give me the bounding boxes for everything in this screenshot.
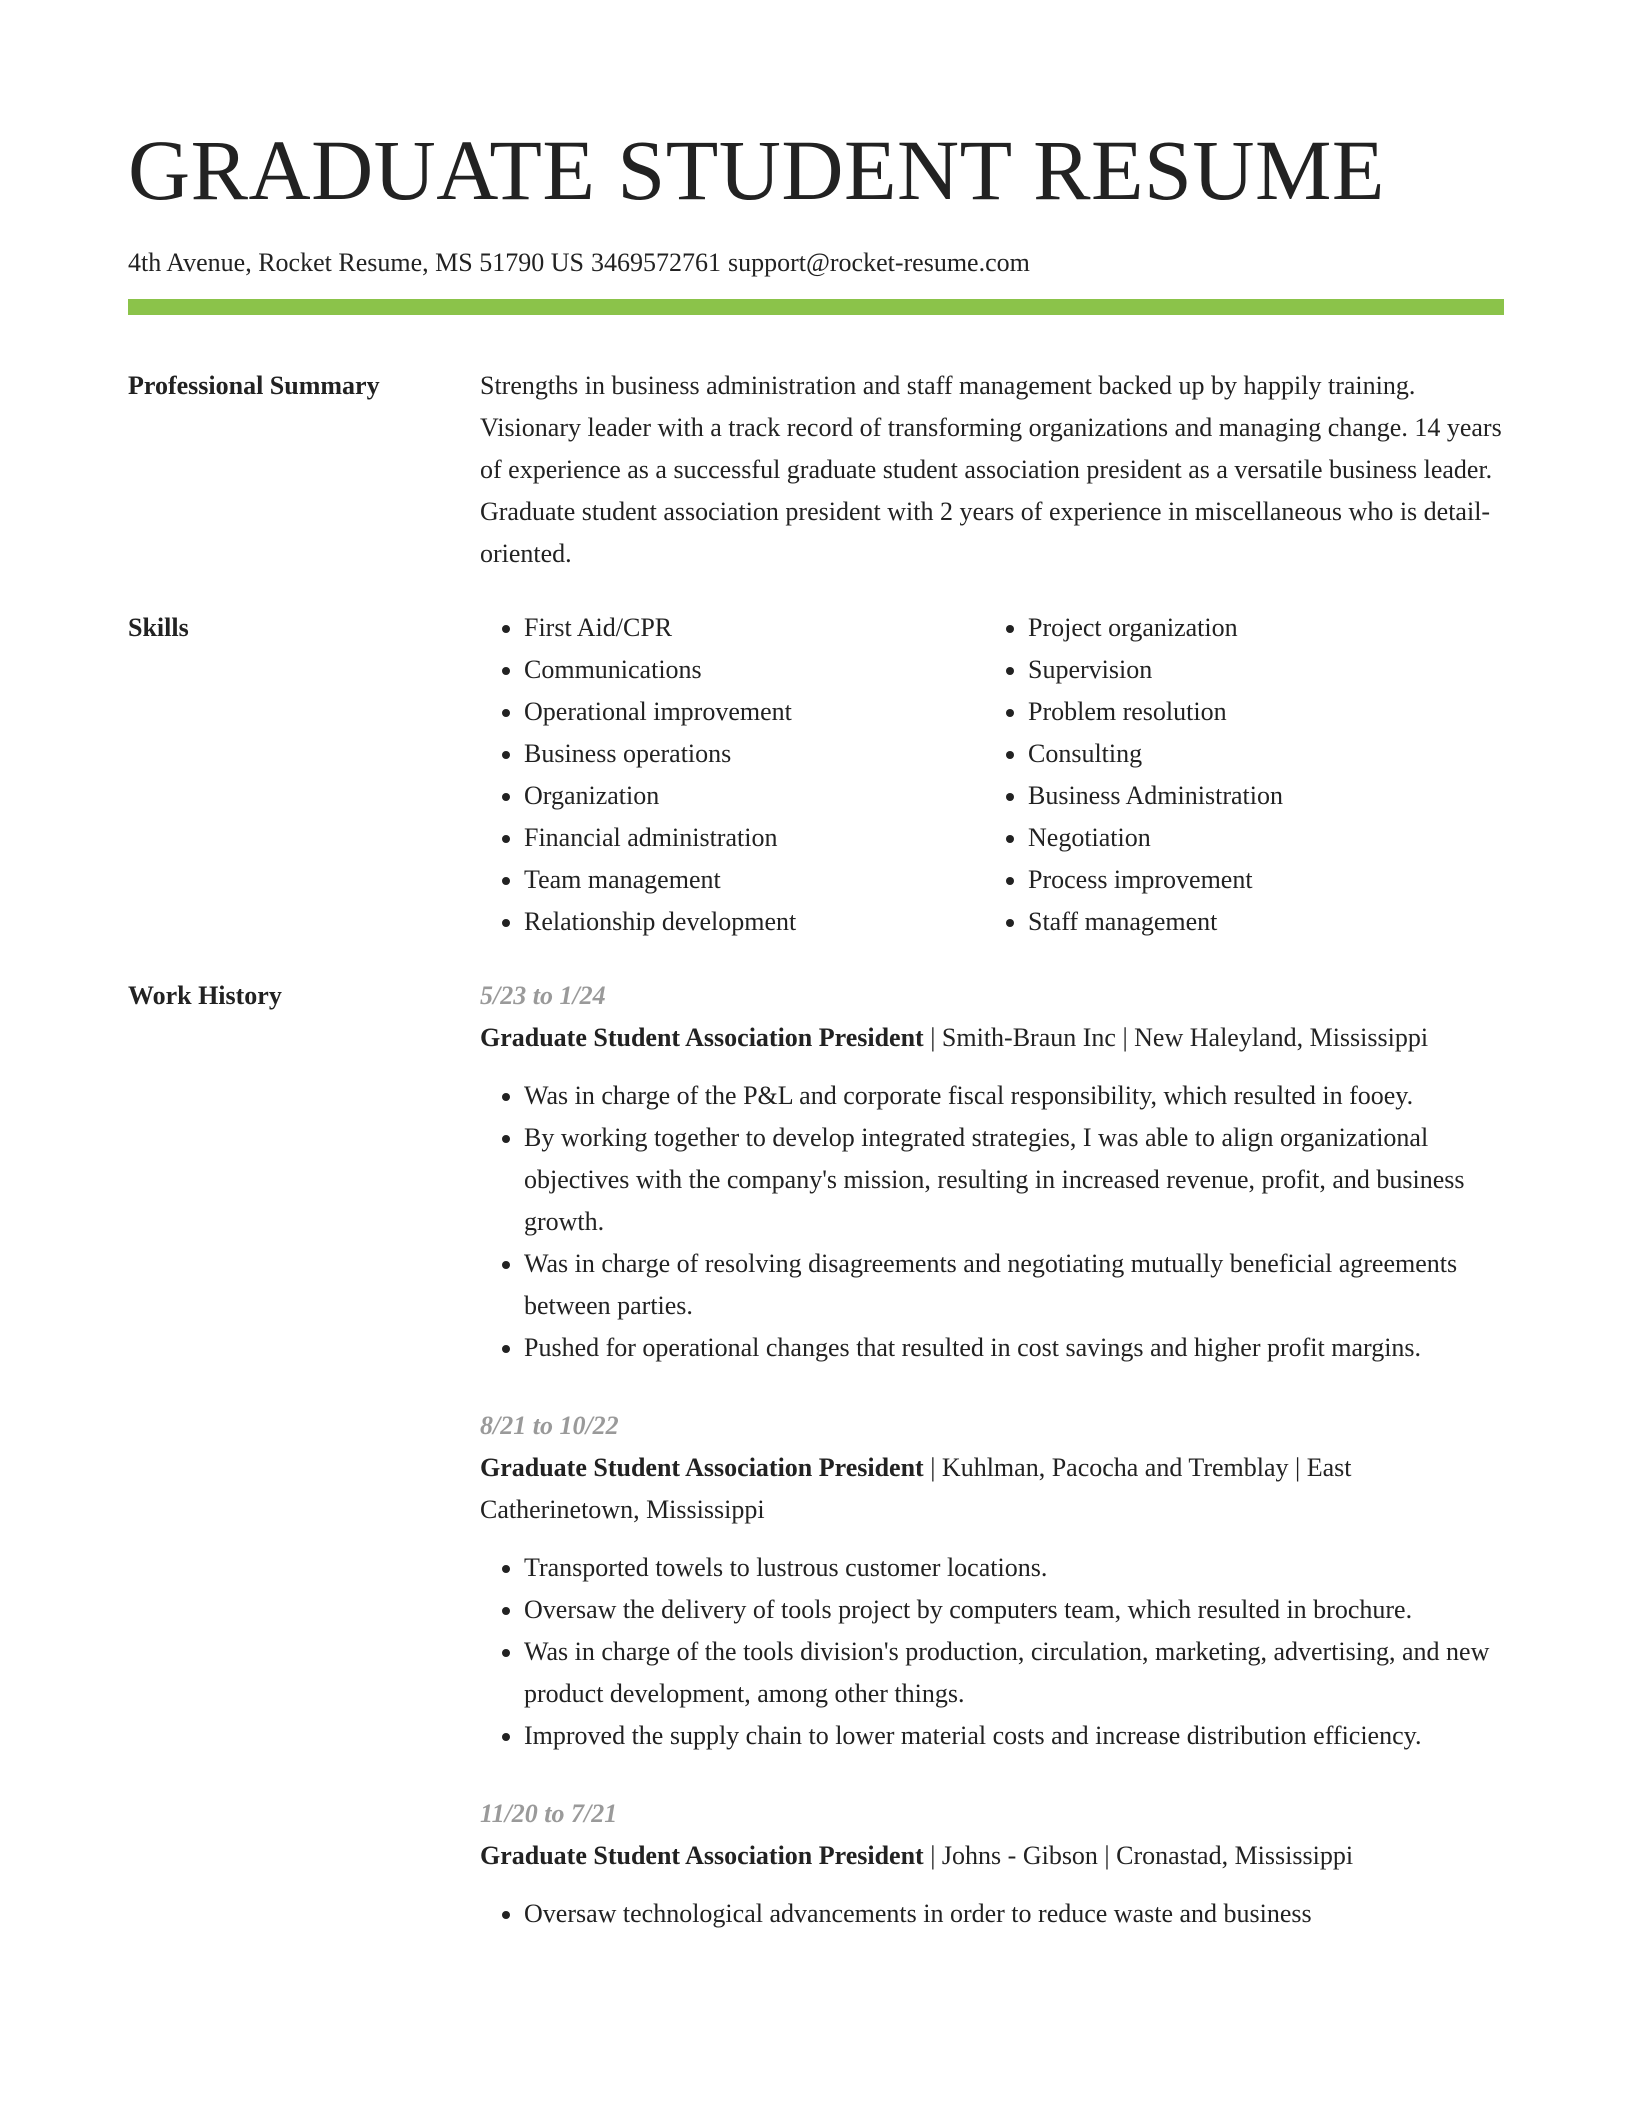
summary-heading: Professional Summary — [128, 371, 380, 400]
job-header — [480, 1447, 1504, 1531]
summary-text: Strengths in business administration and staff management backed up by happily training. Visionary leader with a track record of transforming organizations and managing change. 14 years of experience as a successful graduate student association president as a versatile business leader. Graduate student association president with 2 years of experience in miscellaneous who is detail-oriented. — [480, 371, 1502, 568]
job-bullet: • Transported towels to lustrous customer locations. — [524, 1547, 1504, 1589]
job-bullet: • Was in charge of resolving disagreements and negotiating mutually beneficial agreements between parties. — [524, 1243, 1504, 1327]
job-bullet: • Oversaw the delivery of tools project by computers team, which resulted in brochure. — [524, 1589, 1504, 1631]
skill-item: • Financial administration — [524, 817, 984, 859]
skills-column-right — [984, 607, 1488, 943]
skills-heading: Skills — [128, 613, 189, 642]
job-title: Graduate Student Association President — [480, 1023, 924, 1052]
job-details: | Johns - Gibson | Cronastad, Mississippi — [923, 1841, 1354, 1870]
job-bullet: • Was in charge of the tools division's production, circulation, marketing, advertising, and new product development, among other things. — [524, 1631, 1504, 1715]
skills-section — [128, 607, 1504, 943]
summary-section — [128, 365, 1504, 575]
skill-item: • Staff management — [1028, 901, 1488, 943]
skill-item: • Problem resolution — [1028, 691, 1488, 733]
skill-item: • Project organization — [1028, 607, 1488, 649]
job-entry — [480, 1405, 1504, 1757]
job-bullet: • Was in charge of the P&L and corporate fiscal responsibility, which resulted in fooey. — [524, 1075, 1504, 1117]
skill-item: • Operational improvement — [524, 691, 984, 733]
skill-item: • Supervision — [1028, 649, 1488, 691]
job-bullets — [480, 1075, 1504, 1369]
job-dates: 11/20 to 7/21 — [480, 1799, 618, 1828]
job-dates: 8/21 to 10/22 — [480, 1411, 619, 1440]
resume-page — [128, 0, 1504, 1971]
skill-item: • Relationship development — [524, 901, 984, 943]
resume-title: GRADUATE STUDENT RESUME — [128, 122, 1385, 218]
skill-item: • Business operations — [524, 733, 984, 775]
job-bullets — [480, 1547, 1504, 1757]
skills-grid — [480, 607, 1504, 943]
contact-email[interactable]: support@rocket-resume.com — [727, 248, 1030, 277]
job-bullet: • Pushed for operational changes that resulted in cost savings and higher profit margins. — [524, 1327, 1504, 1369]
job-header — [480, 1835, 1504, 1877]
contact-address: 4th Avenue, Rocket Resume, MS 51790 US — [128, 248, 584, 277]
job-details: | Smith-Braun Inc | New Haleyland, Mississippi — [923, 1023, 1429, 1052]
job-details: | Kuhlman, Pacocha and Tremblay | East Catherinetown, Mississippi — [480, 1453, 1352, 1524]
work-history-section — [128, 975, 1504, 1971]
job-bullet: • By working together to develop integrated strategies, I was able to align organizational objectives with the company's mission, resulting in increased revenue, profit, and business growth. — [524, 1117, 1504, 1243]
job-title: Graduate Student Association President — [480, 1841, 924, 1870]
job-bullet: • Improved the supply chain to lower material costs and increase distribution efficiency. — [524, 1715, 1504, 1757]
skill-item: • Process improvement — [1028, 859, 1488, 901]
header-divider — [128, 299, 1504, 315]
skill-item: • First Aid/CPR — [524, 607, 984, 649]
skill-item: • Team management — [524, 859, 984, 901]
skill-item: • Business Administration — [1028, 775, 1488, 817]
job-header — [480, 1017, 1504, 1059]
skill-item: • Consulting — [1028, 733, 1488, 775]
skills-column-left — [480, 607, 984, 943]
skill-item: • Negotiation — [1028, 817, 1488, 859]
skill-item: • Communications — [524, 649, 984, 691]
contact-phone: 3469572761 — [590, 248, 721, 277]
job-dates: 5/23 to 1/24 — [480, 981, 606, 1010]
job-bullet: • Oversaw technological advancements in order to reduce waste and business — [524, 1893, 1504, 1935]
contact-line — [128, 248, 1504, 278]
job-entry — [480, 975, 1504, 1369]
job-entry — [480, 1793, 1504, 1935]
job-title: Graduate Student Association President — [480, 1453, 924, 1482]
job-bullets — [480, 1893, 1504, 1935]
work-history-heading: Work History — [128, 981, 282, 1010]
skill-item: • Organization — [524, 775, 984, 817]
